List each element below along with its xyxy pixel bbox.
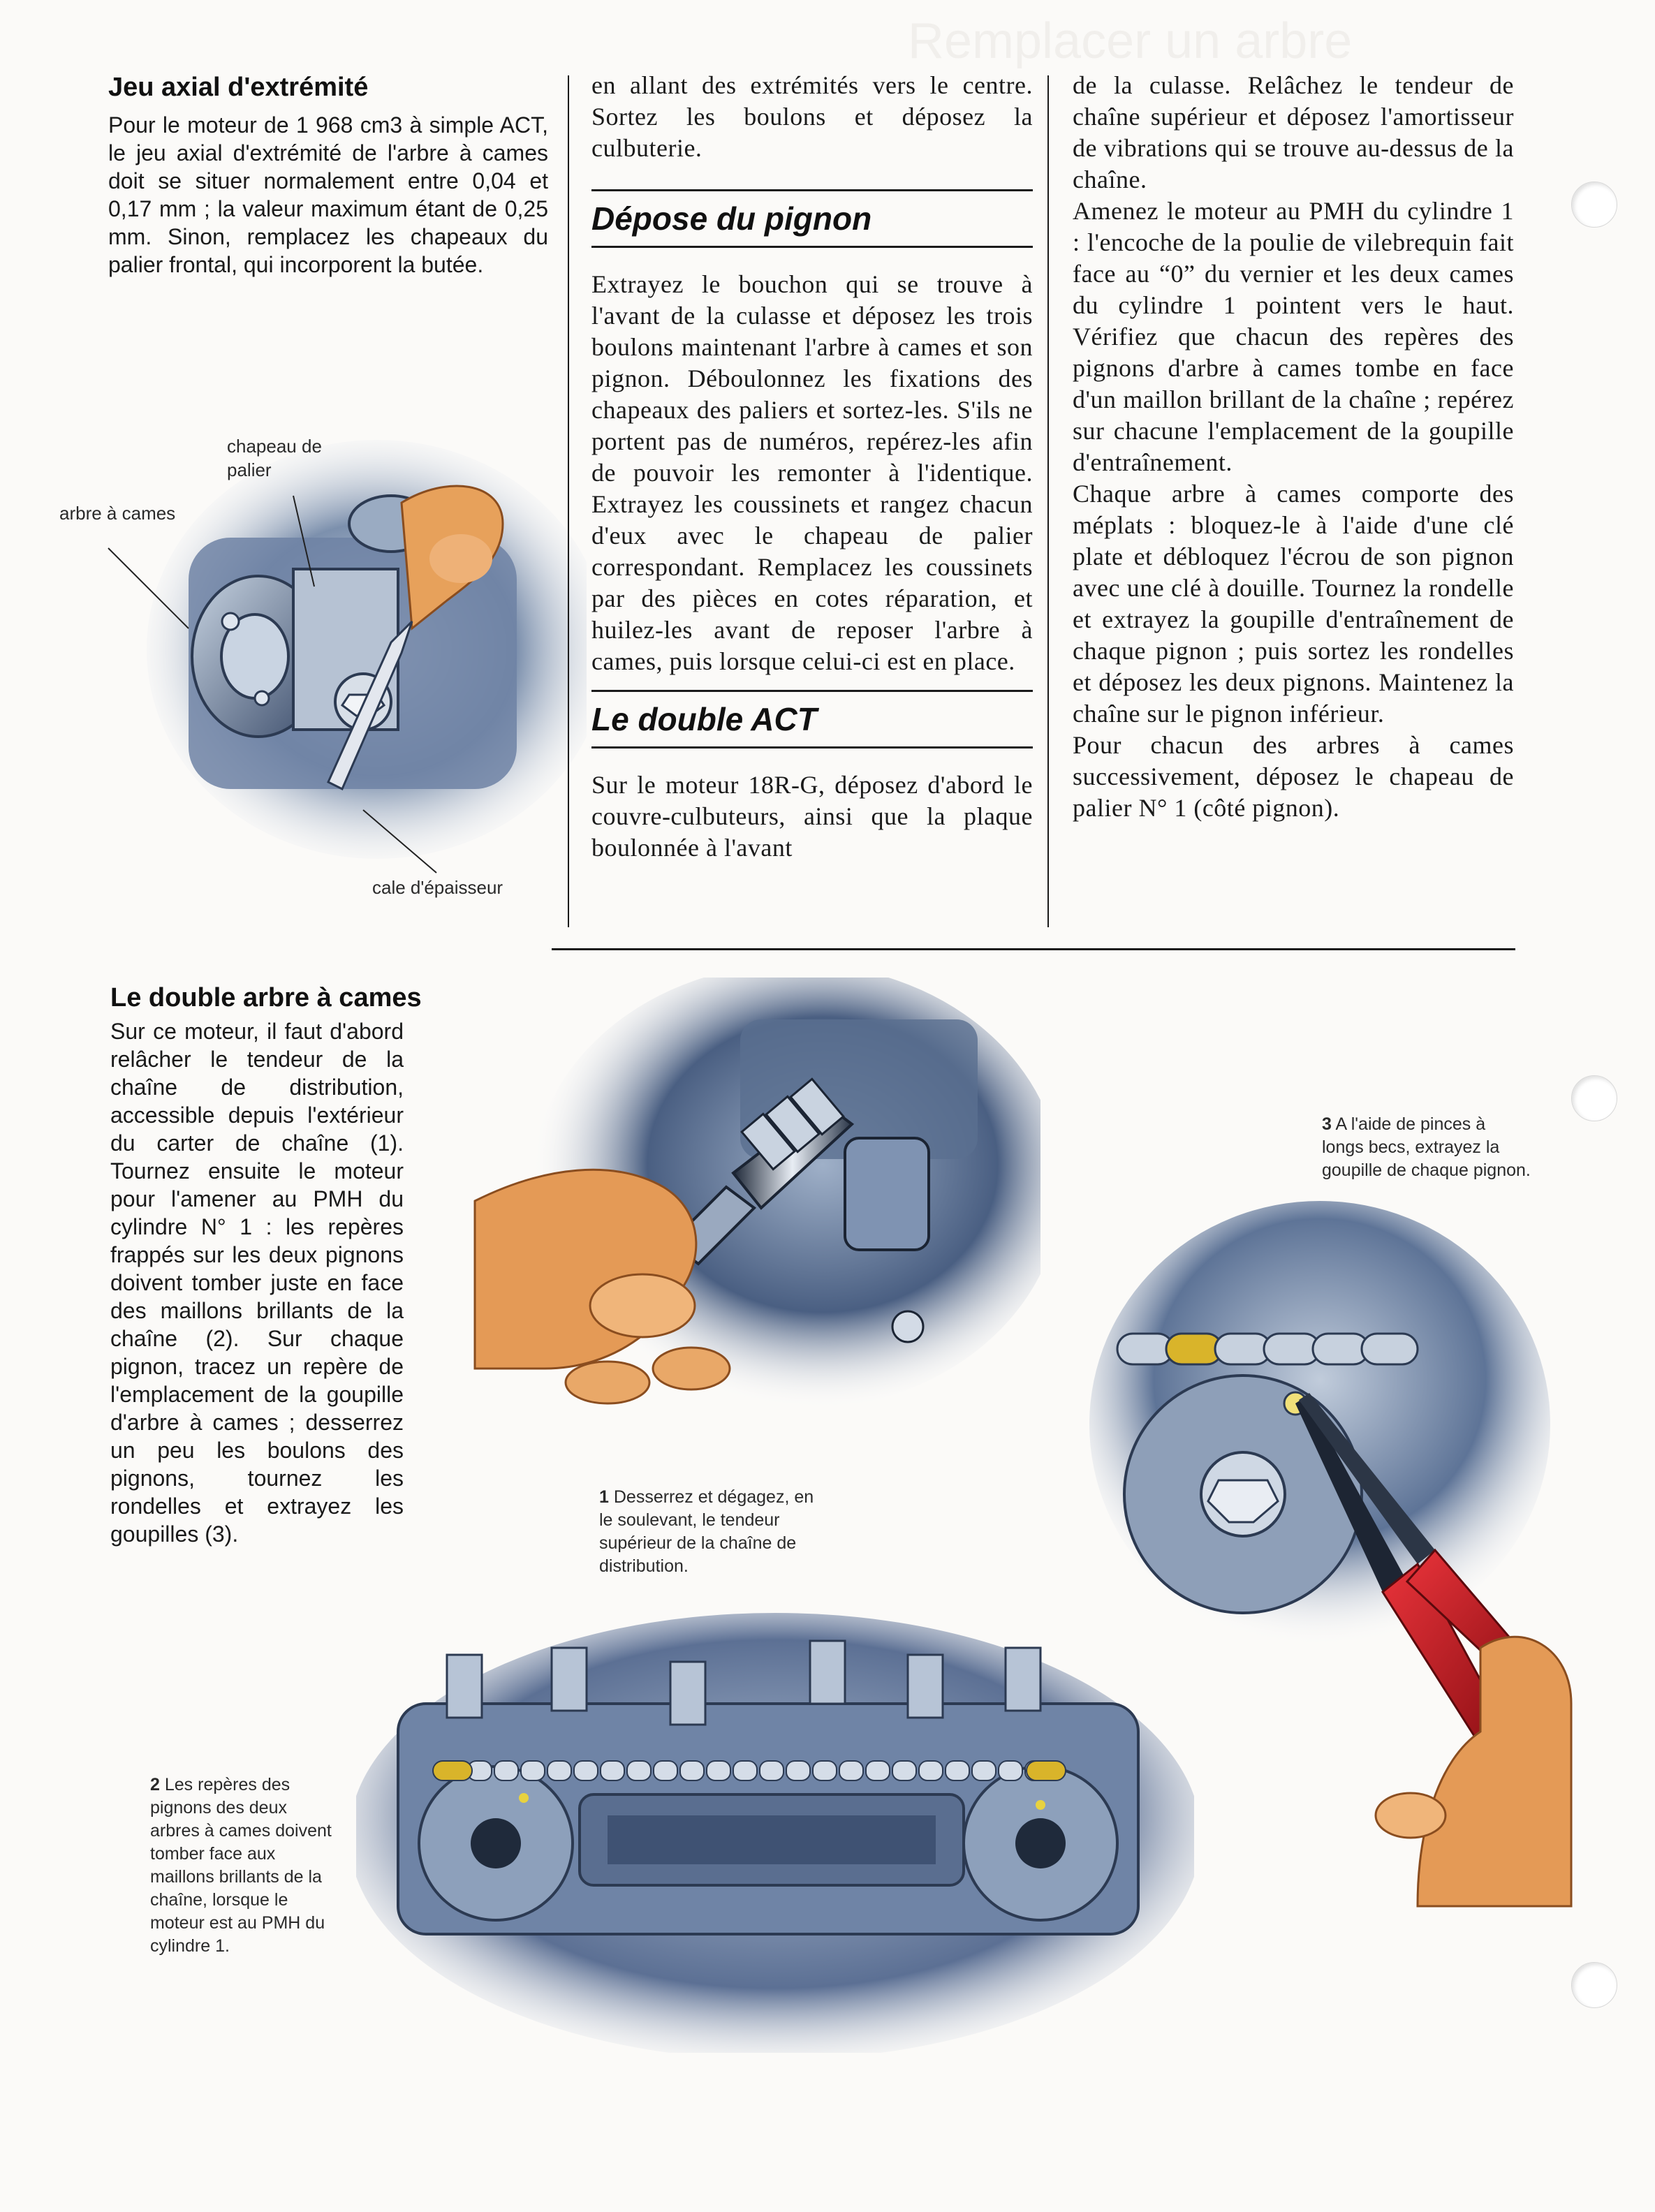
heading-double-arbre: Le double arbre à cames bbox=[110, 983, 422, 1012]
text-col3-p2: Amenez le moteur au PMH du cylindre 1 : l'encoche de la poulie de vilebrequin fait face au “0” du vernier et les deux cames du cylindre 1 pointent vers le haut. Vérifiez que chacun des repères des pignons d'arbre à cames tombe en face d'un maillon brillant de la chaîne ; repérez sur chacune l'emplacement de la goupille d'entraînement. bbox=[1073, 197, 1514, 476]
chain-link bbox=[574, 1761, 598, 1780]
text-col3-p3: Chaque arbre à cames comporte des méplats : bloquez-le à l'aide d'une clé plate et débloquez l'écrou de son pignon avec une clé à douille. Tournez la rondelle et extrayez la goupille d'entraînement de chaque pignon ; puis sortez les rondelles et déposez les deux pignons. Maintenez la chaîne sur le pignon inférieur. bbox=[1073, 480, 1514, 728]
chain-link bbox=[547, 1761, 571, 1780]
column-rule-right bbox=[1047, 75, 1049, 927]
column-2 bbox=[591, 70, 1033, 864]
text-double-arbre: Sur ce moteur, il faut d'abord relâcher le tendeur de la chaîne de distribution, accessible depuis l'extérieur du carter de chaîne (1). Tournez ensuite le moteur pour l'amener au PMH du cylindre N° 1 : les repères frappés sur les deux pignons doivent tomber juste en face des maillons brillants de la chaîne (2). Sur chaque pignon, tracez un repère de l'emplacement de la goupille d'arbre à cames ; desserrez un peu les boulons des pignons, tournez les rondelles et extrayez les goupilles (3). bbox=[110, 1019, 404, 1547]
chain-link bbox=[839, 1761, 863, 1780]
label-cale-epaisseur: cale d'épaisseur bbox=[372, 877, 503, 898]
chain-link bbox=[627, 1761, 651, 1780]
column-3 bbox=[1073, 70, 1514, 824]
chain-link bbox=[521, 1761, 545, 1780]
illustration-camshaft-feeler bbox=[84, 419, 587, 908]
chain-link bbox=[654, 1761, 677, 1780]
section-double-arbre bbox=[110, 983, 422, 1548]
chain-link bbox=[919, 1761, 943, 1780]
binder-hole-top bbox=[1571, 182, 1617, 228]
caption-3 bbox=[1322, 1113, 1531, 1182]
text-col3-p4: Pour chacun des arbres à cames successivement, déposez le chapeau de palier N° 1 (côté pignon). bbox=[1073, 731, 1514, 822]
caption-2-number: 2 bbox=[150, 1775, 160, 1794]
rule-above-depose bbox=[591, 189, 1033, 191]
binder-hole-bottom bbox=[1571, 1962, 1617, 2008]
caption-1-text: Desserrez et dégagez, en le soulevant, le tendeur supérieur de la chaîne de distribution. bbox=[599, 1487, 814, 1576]
text-depose-pignon: Extrayez le bouchon qui se trouve à l'avant de la culasse et déposez les trois boulons maintenant l'arbre à cames et son pignon. Déboulonnez les fixations des chapeaux des paliers et sortez-les. S'ils ne portent pas de numéros, repérez-les afin de pouvoir les remonter à l'identique. Extrayez les coussinets et rangez chacun d'eux avec le chapeau de palier correspondant. Remplacez les coussinets par des pièces en cotes réparation, et huilez-les avant de reposer l'arbre à cames, puis lorsque celui-ci est en place. bbox=[591, 270, 1033, 675]
chain-link bbox=[866, 1761, 890, 1780]
rule-below-depose bbox=[591, 246, 1033, 248]
text-col3-p1: de la culasse. Relâchez le tendeur de chaîne supérieur et déposez l'amortisseur de vibrations qui se trouve au-dessus de la chaîne. bbox=[1073, 71, 1514, 193]
label-chapeau-de-palier: chapeau de palier bbox=[227, 436, 322, 480]
heading-double-act: Le double ACT bbox=[591, 701, 817, 737]
heading-depose-pignon: Dépose du pignon bbox=[591, 200, 872, 237]
illustration-tensioner-wrench bbox=[461, 978, 1040, 1494]
chain-link bbox=[707, 1761, 730, 1780]
chain-link bbox=[813, 1761, 837, 1780]
horizontal-section-rule bbox=[552, 948, 1515, 950]
illustration-twin-cam-head bbox=[356, 1606, 1194, 2053]
rule-below-double-act bbox=[591, 746, 1033, 749]
text-jeu-axial: Pour le moteur de 1 968 cm3 à simple ACT, le jeu axial d'extrémité de l'arbre à cames doit se situer normalement entre 0,04 et 0,17 mm ; la valeur maximum étant de 0,25 mm. Sinon, remplacez les chapeaux du palier frontal, qui incorporent la butée. bbox=[108, 112, 548, 277]
caption-3-text: A l'aide de pinces à longs becs, extrayez la goupille de chaque pignon. bbox=[1322, 1114, 1531, 1180]
caption-1 bbox=[599, 1486, 830, 1578]
chain-link bbox=[786, 1761, 810, 1780]
chain-link bbox=[760, 1761, 784, 1780]
chain-link bbox=[972, 1761, 996, 1780]
chain-link bbox=[999, 1761, 1022, 1780]
chain-link bbox=[494, 1761, 518, 1780]
chain-link bbox=[680, 1761, 704, 1780]
caption-2-text: Les repères des pignons des deux arbres à cames doivent tomber face aux maillons brillants de la chaîne, lorsque le moteur est au PMH du cylindre 1. bbox=[150, 1775, 332, 1956]
column-rule-left bbox=[568, 75, 569, 927]
chain-link bbox=[601, 1761, 624, 1780]
caption-3-number: 3 bbox=[1322, 1114, 1332, 1134]
section-jeu-axial bbox=[108, 73, 548, 279]
chain-link bbox=[892, 1761, 916, 1780]
text-double-act: Sur le moteur 18R-G, déposez d'abord le couvre-culbuteurs, ainsi que la plaque boulonnée à l'avant bbox=[591, 771, 1033, 862]
caption-2 bbox=[150, 1774, 339, 1958]
watermark-title: Remplacer un arbre bbox=[908, 13, 1353, 69]
caption-1-number: 1 bbox=[599, 1487, 609, 1507]
text-intro-culbuterie: en allant des extrémités vers le centre. Sortez les boulons et déposez la culbuterie. bbox=[591, 71, 1033, 162]
chain-link bbox=[946, 1761, 969, 1780]
chain-link bbox=[733, 1761, 757, 1780]
binder-hole-middle bbox=[1571, 1075, 1617, 1121]
heading-jeu-axial: Jeu axial d'extrémité bbox=[108, 73, 369, 102]
label-arbre-a-cames: arbre à cames bbox=[59, 503, 176, 524]
rule-above-double-act bbox=[591, 690, 1033, 692]
